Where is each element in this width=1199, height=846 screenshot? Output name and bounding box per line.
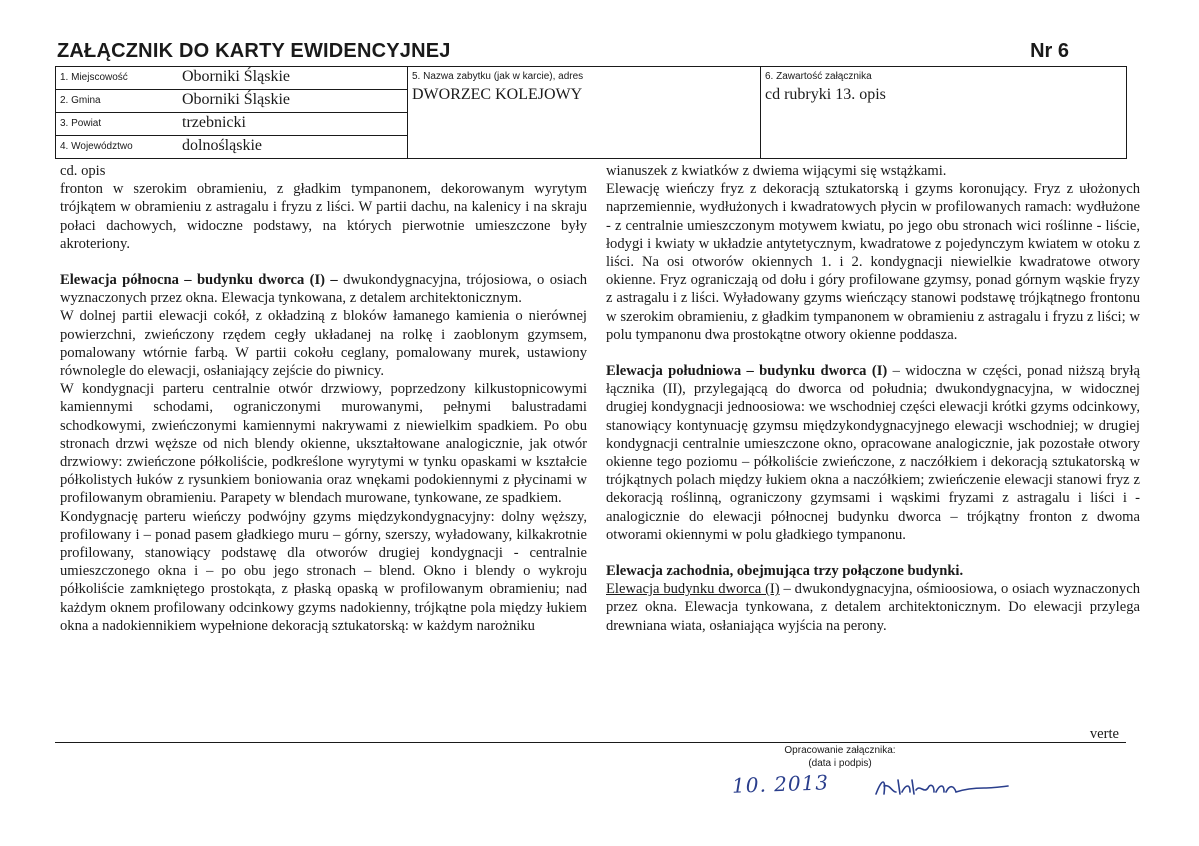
paragraph: W dolnej partii elewacji cokół, z okładziną z bloków łamanego kamienia o nierównej powierzchni, zwieńczony rzędem cegły układanej na rolkę i zaoblonym gzymsem, pomalowany wtórnie farbą. W partii cokołu ceglany, pomalowany murek, ustawiony równolegle do elewacji, osłaniający zejście do piwnicy. bbox=[60, 308, 587, 380]
paragraph: cd. opis bbox=[60, 163, 106, 179]
content-label: 6. Zawartość załącznika bbox=[765, 71, 872, 82]
field-content bbox=[761, 67, 1127, 159]
prepared-label: Opracowanie załącznika: bbox=[784, 745, 896, 756]
left-column-text bbox=[60, 162, 587, 635]
object-label: 5. Nazwa zabytku (jak w karcie), adres bbox=[412, 71, 584, 82]
field-commune bbox=[56, 90, 408, 113]
object-value: DWORZEC KOLEJOWY bbox=[412, 86, 583, 103]
field-value: Oborniki Śląskie bbox=[182, 68, 290, 85]
page-title: ZAŁĄCZNIK DO KARTY EWIDENCYJNEJ bbox=[57, 40, 451, 62]
paragraph bbox=[60, 271, 587, 307]
content-value: cd rubryki 13. opis bbox=[765, 86, 886, 103]
right-column-text bbox=[606, 162, 1140, 635]
field-label: 2. Gmina bbox=[60, 95, 101, 106]
handwritten-date: 10. 2013 bbox=[731, 770, 830, 798]
field-label: 3. Powiat bbox=[60, 118, 102, 129]
paragraph-text: dwukondygnacyjna, trójosiowa, o osiach wyznaczonych przez okna. Elewacja tynkowana, z detalem architektonicznym. bbox=[60, 272, 588, 307]
footer-divider bbox=[55, 742, 1126, 743]
attachment-number: Nr 6 bbox=[1030, 40, 1069, 62]
paragraph bbox=[606, 580, 1140, 635]
field-locality bbox=[56, 67, 408, 90]
verte-note: verte bbox=[1089, 726, 1119, 742]
signature-icon bbox=[872, 774, 1012, 802]
paragraph: W kondygnacji parteru centralnie otwór drzwiowy, poprzedzony kilkustopnicowymi kamiennymi schodami, ograniczonymi murowanymi, pełnymi balustradami schodkowymi, zwieńczonymi kamiennymi nakrywami z niewielkim spadkiem. Po obu stronach drzwi węższe od nich blendy okienne, ukształtowane analogicznie, jak otwór drzwiowy: zwieńczone półkoliście, podkreślone wyrytymi w tynku opaskami w kształcie półkolistych łuków z rysunkiem boniowania oraz wnękami podokiennymi z płycinami w profilowanym obramieniu. Parapety w blendach murowane, tynkowane, ze spadkiem. bbox=[60, 381, 587, 507]
paragraph: wianuszek z kwiatków z dwiema wijącymi się wstążkami. bbox=[606, 163, 947, 179]
prepared-by-label bbox=[740, 744, 940, 770]
field-voivodeship bbox=[56, 136, 408, 159]
subsection-heading: Elewacja budynku dworca (I) bbox=[606, 581, 780, 598]
header-table bbox=[55, 66, 1127, 159]
section-heading: Elewacja północna – budynku dworca (I) – bbox=[60, 272, 338, 289]
field-county bbox=[56, 113, 408, 136]
field-label: 1. Miejscowość bbox=[60, 72, 128, 83]
paragraph bbox=[606, 562, 1140, 580]
paragraph-text: – dwukondygnacyjna, ośmioosiowa, o osiach wyznaczonych przez okna. Elewacja tynkowana, z detalem architektonicznym. Do elewacji przylega drewniana wiata, osłaniająca wyjścia na perony. bbox=[606, 581, 1140, 634]
field-value: dolnośląskie bbox=[182, 137, 262, 154]
field-value: trzebnicki bbox=[182, 114, 246, 131]
section-heading: Elewacja zachodnia, obejmująca trzy połączone budynki. bbox=[606, 563, 964, 580]
paragraph: Kondygnację parteru wieńczy podwójny gzyms międzykondygnacyjny: dolny węższy, profilowany i – ponad pasem gładkiego muru – górny, szerszy, wyładowany, kilkakrotnie profilowany, stanowiący podstawę dla otworów drugiej kondygnacji - centralnie umieszczonego okna i – po obu jego stronach – blend. Okno i blendy o wykroju półkoliście zamkniętego prostokąta, z płaską opaską w profilowanym obramieniu; nad każdym oknem profilowany odcinkowy gzyms nadokienny, trójkątne pola między łukiem okna a nadokiennikiem wypełnione dekoracją sztukatorską: w każdym narożniku bbox=[60, 508, 587, 634]
paragraph: fronton w szerokim obramieniu, z gładkim tympanonem, dekorowanym wyrytym trójkątem w obramieniu z astragalu i fryzu z liści. W partii dachu, na kalenicy i na skraju połaci dachowych, widoczne podstawy, na których pierwotnie umieszczone były akroteriony. bbox=[60, 181, 587, 252]
field-label: 4. Województwo bbox=[60, 141, 133, 152]
field-value: Oborniki Śląskie bbox=[182, 91, 290, 108]
section-heading: Elewacja południowa – budynku dworca (I) bbox=[606, 363, 888, 380]
paragraph-text: – widoczna w części, ponad niższą bryłą łącznika (II), przylegającą do dworca od południa; dwukondygnacyjna, w widocznej drugiej kondygnacji jednoosiowa: we wschodniej części elewacji krótki gzyms odcinkowy, stanowiący kontynuację gzymsu międzykondygnacyjnego elewacji wschodniej; w drugiej kondygnacji centralnie umieszczone okno, opracowane analogicznie, jak pozostałe otwory okienne tego poziomu – półkoliście zwieńczone, z naczółkiem i dekoracją sztukatorską w trójkątnych polach między łukiem okna a naczółkiem; zwieńczenie elewacji stanowi fryz z dekoracją roślinną, ograniczony gzymsami i wąskimi fryzami z astragalu i liści i - analogicznie do elewacji północnej budynku dworca – trójkątny fronton z dwoma otworami okiennymi w polu gładkiego tympanonu. bbox=[606, 363, 1140, 543]
prepared-sublabel: (data i podpis) bbox=[808, 758, 872, 769]
field-object-name bbox=[408, 67, 761, 159]
paragraph bbox=[606, 362, 1140, 544]
paragraph: Elewację wieńczy fryz z dekoracją sztukatorską i gzyms koronujący. Fryz z ułożonych naprzemiennie, wydłużonych i kwadratowych płycin w profilowanych ramach: wydłużone - z centralnie umieszczonym motywem kwiatu, po jego obu stronach wici roślinne - liście, łodygi i kwiaty w układzie antytetycznym, kwadratowe z pojedynczym kwiatem w otoku z liści. Na osi otworów okiennych 1. i 2. kondygnacji niewielkie kwadratowe otwory okienne. Fryz ograniczają od dołu i góry profilowane gzymsy, ponad górnym wąskie fryzy z astragalu i z liści. Wyładowany gzyms wieńczący stanowi podstawę trójkątnego frontonu w szerokim obramieniu, z gładkim tympanonem w obramieniu z astragalu i fryzu z liści; w polu tympanonu dwa prostokątne otwory okienne poddasza. bbox=[606, 181, 1140, 343]
